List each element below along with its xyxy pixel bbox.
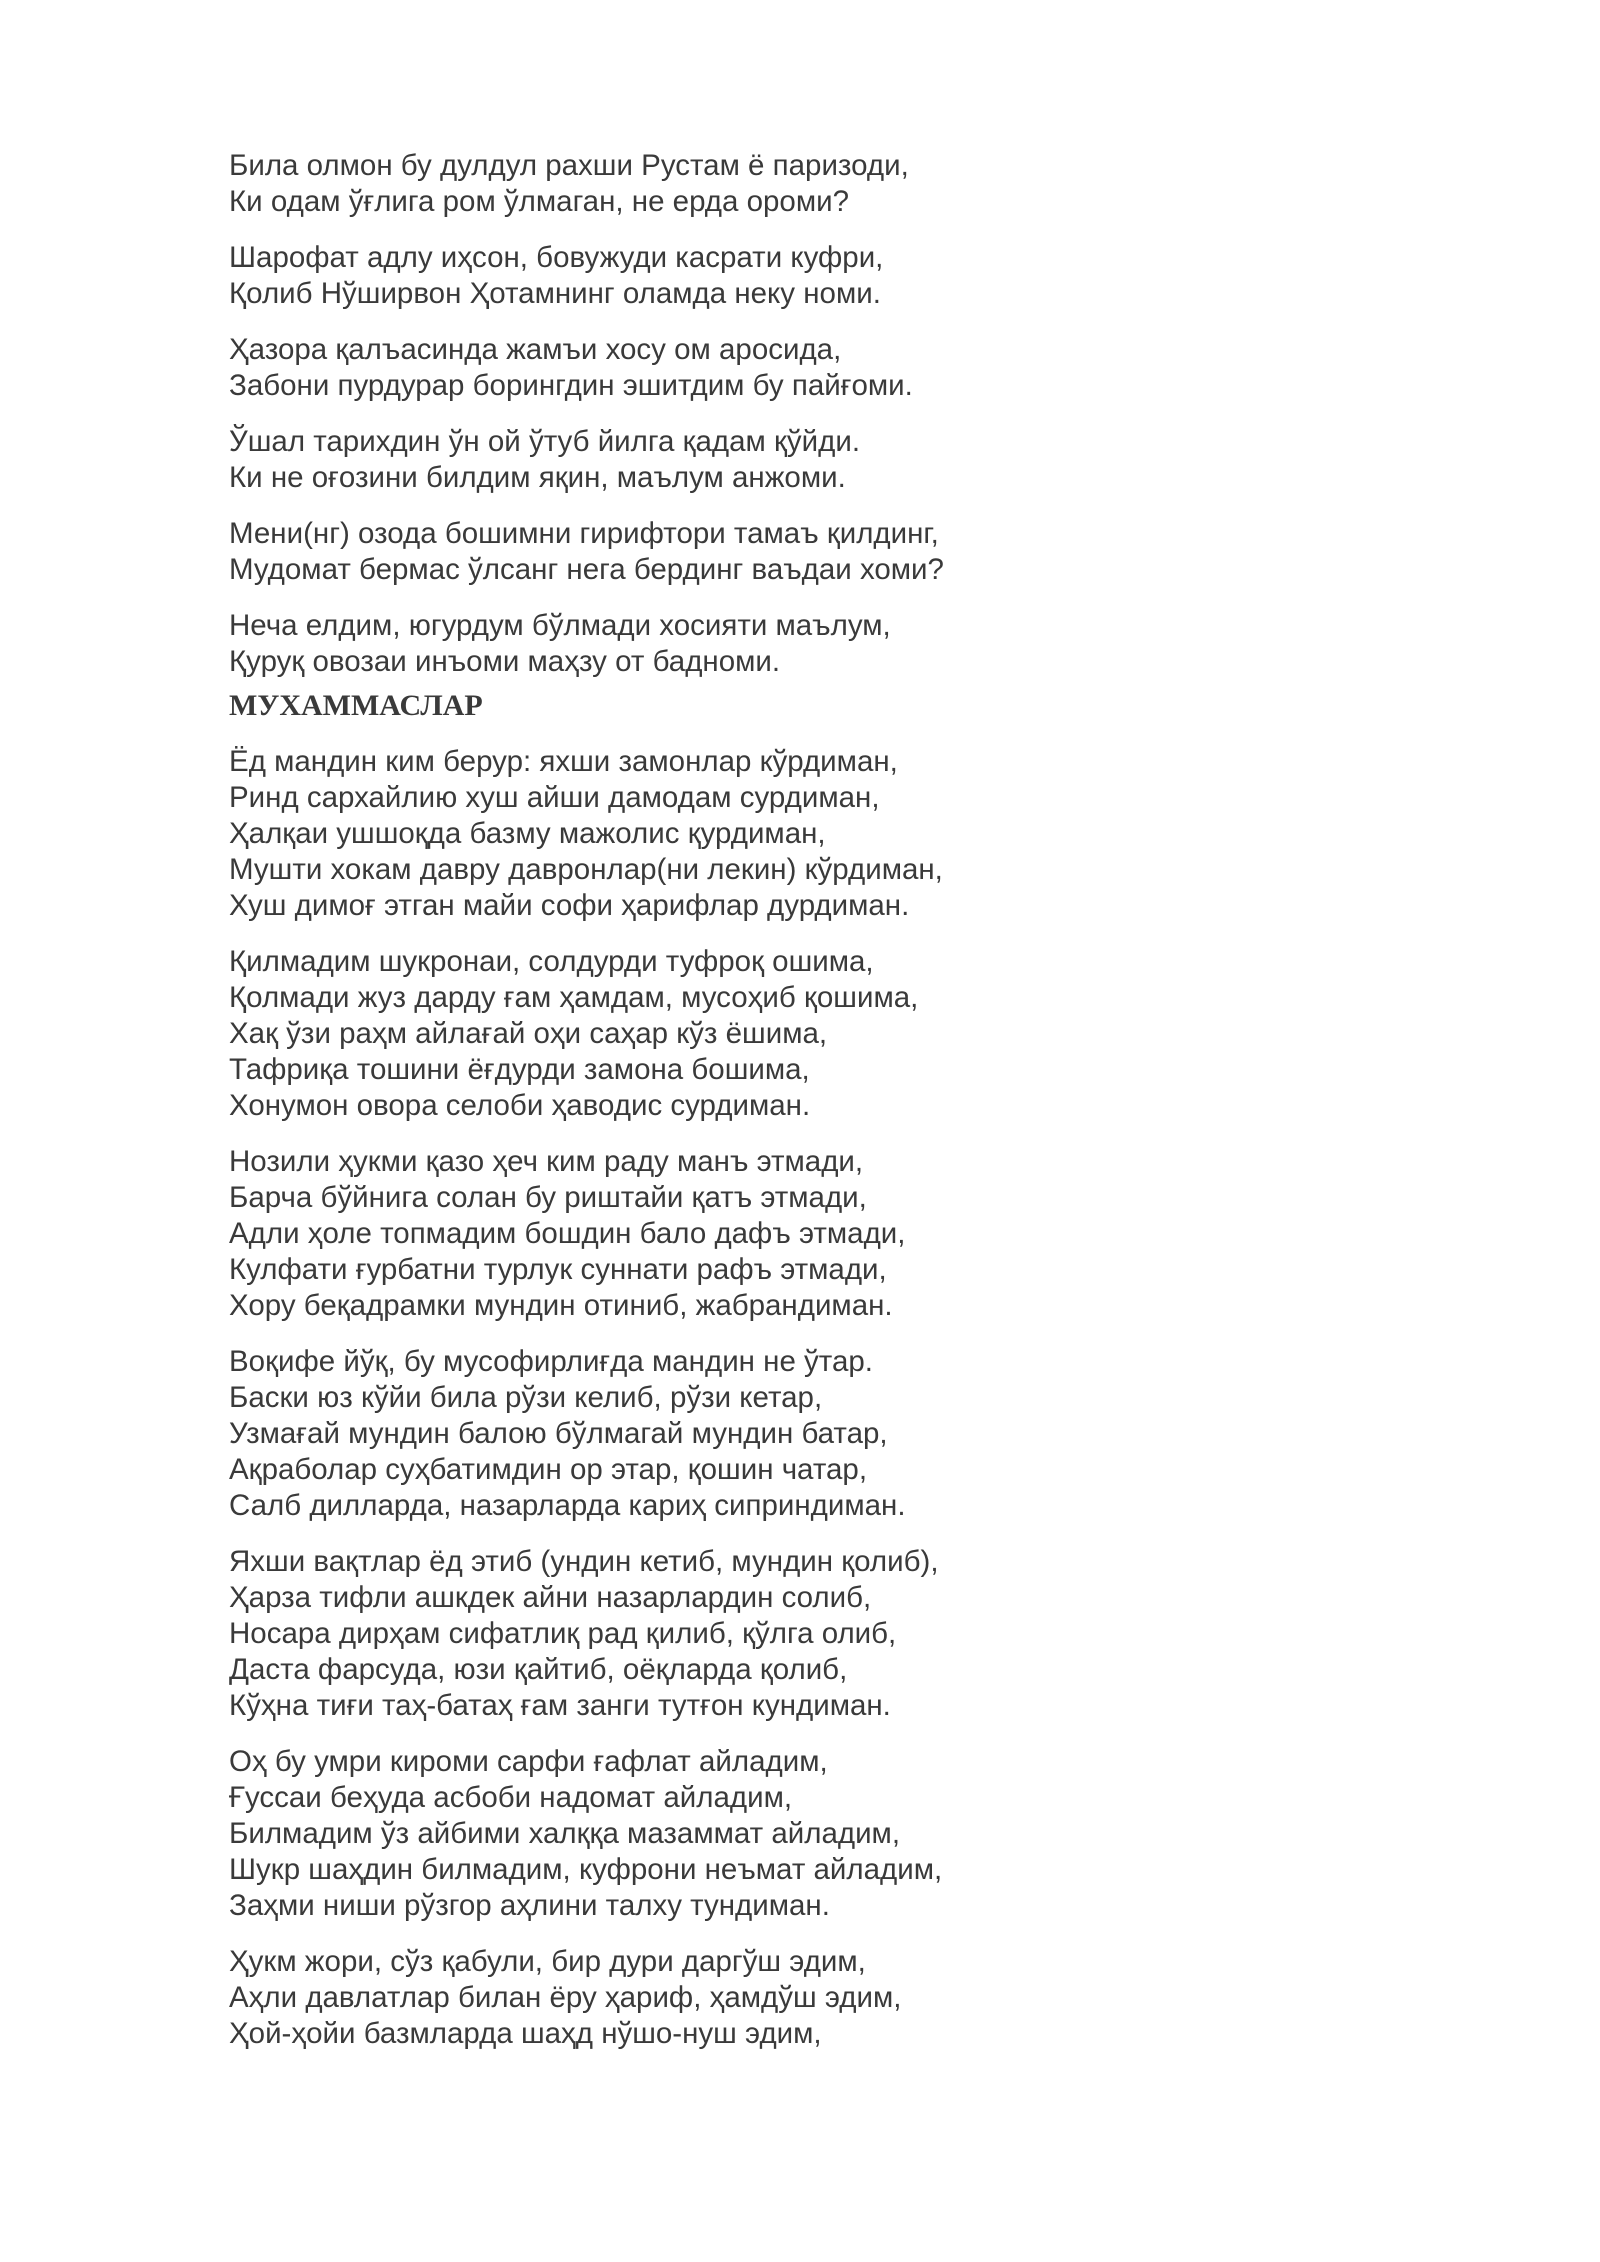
verse-line: Ўшал тарихдин ўн ой ўтуб йилга қадам қўйди.	[229, 425, 861, 458]
stanza	[229, 240, 1429, 312]
verse-line: Салб дилларда, назарларда кариҳ сиприндиман.	[229, 1489, 906, 1522]
verse-line: Хонумон овора селоби ҳаводис сурдиман.	[229, 1089, 811, 1122]
stanza	[229, 608, 1429, 680]
document-page	[229, 148, 1429, 2072]
verse-line: Неча елдим, югурдум бўлмади хосияти маълум,	[229, 609, 891, 642]
verse-line: Даста фарсуда, юзи қайтиб, оёқларда қолиб,	[229, 1653, 848, 1686]
verse-line: Ҳой-ҳойи базмларда шаҳд нўшо-нуш эдим,	[229, 2017, 822, 2050]
verse-line: Ғуссаи беҳуда асбоби надомат айладим,	[229, 1781, 793, 1814]
verse-line: Шарофат адлу иҳсон, бовужуди касрати куфри,	[229, 241, 884, 274]
stanza	[229, 744, 1429, 924]
section-heading: МУХАММАСЛАР	[229, 689, 483, 722]
verse-line: Қуруқ овозаи инъоми маҳзу от бадноми.	[229, 645, 781, 678]
stanza	[229, 516, 1429, 588]
verse-line: Мудомат бермас ўлсанг нега бердинг ваъдаи хоми?	[229, 553, 944, 586]
verse-line: Ҳарза тифли ашкдек айни назарлардин солиб,	[229, 1581, 872, 1614]
verse-line: Ҳазора қалъасинда жамъи хосу ом аросида,	[229, 333, 842, 366]
poem-section-ghazal	[229, 148, 1429, 680]
verse-line: Шукр шаҳдин билмадим, куфрони неъмат айладим,	[229, 1853, 943, 1886]
verse-line: Забони пурдурар борингдин эшитдим бу пайғоми.	[229, 369, 913, 402]
verse-line: Ёд мандин ким берур: яхши замонлар кўрдиман,	[229, 745, 898, 778]
stanza	[229, 332, 1429, 404]
verse-line: Оҳ бу умри кироми сарфи ғафлат айладим,	[229, 1745, 828, 1778]
verse-line: Заҳми ниши рўзгор аҳлини талху тундиман.	[229, 1889, 830, 1922]
verse-line: Қилмадим шукронаи, солдурди туфроқ ошима,	[229, 945, 874, 978]
stanza	[229, 1944, 1429, 2052]
verse-line: Қолиб Нўширвон Ҳотамнинг оламда неку номи.	[229, 277, 881, 310]
verse-line: Ринд сархайлию хуш айши дамодам сурдиман,	[229, 781, 880, 814]
verse-line: Баски юз кўйи била рўзи келиб, рўзи кетар,	[229, 1381, 823, 1414]
verse-line: Аҳли давлатлар билан ёру ҳариф, ҳамдўш эдим,	[229, 1981, 902, 2014]
verse-line: Ақраболар суҳбатимдин ор этар, қошин чатар,	[229, 1453, 868, 1486]
verse-line: Ҳалқаи ушшоқда базму мажолис қурдиман,	[229, 817, 826, 850]
verse-line: Хуш димоғ этган майи софи ҳарифлар дурдиман.	[229, 889, 910, 922]
stanza	[229, 1744, 1429, 1924]
verse-line: Барча бўйнига солан бу риштайи қатъ этмади,	[229, 1181, 867, 1214]
verse-line: Узмағай мундин балою бўлмагай мундин батар,	[229, 1417, 888, 1450]
verse-line: Кўҳна тиғи таҳ-батаҳ ғам занги тутғон кундиман.	[229, 1689, 891, 1722]
verse-line: Ки одам ўғлига ром ўлмаган, не ерда ороми?	[229, 185, 850, 218]
verse-line: Тафриқа тошини ёғдурди замона бошима,	[229, 1053, 810, 1086]
verse-line: Хору беқадрамки мундин отиниб, жабрандиман.	[229, 1289, 893, 1322]
stanza	[229, 1144, 1429, 1324]
verse-line: Билмадим ўз айбими халққа мазаммат айладим,	[229, 1817, 901, 1850]
verse-line: Мушти хокам давру давронлар(ни лекин) кўрдиман,	[229, 853, 943, 886]
verse-line: Ки не оғозини билдим яқин, маълум анжоми.	[229, 461, 846, 494]
verse-line: Кулфати ғурбатни турлук суннати рафъ этмади,	[229, 1253, 887, 1286]
verse-line: Ҳукм жори, сўз қабули, бир дури даргўш эдим,	[229, 1945, 866, 1978]
verse-line: Била олмон бу дулдул рахши Рустам ё паризоди,	[229, 149, 909, 182]
stanza	[229, 1344, 1429, 1524]
stanza	[229, 424, 1429, 496]
verse-line: Мени(нг) озода бошимни гирифтори тамаъ қилдинг,	[229, 517, 939, 550]
stanza	[229, 1544, 1429, 1724]
verse-line: Хақ ўзи раҳм айлағай оҳи саҳар кўз ёшима,	[229, 1017, 828, 1050]
verse-line: Воқифе йўқ, бу мусофирлиғда мандин не ўтар.	[229, 1345, 873, 1378]
verse-line: Яхши вақтлар ёд этиб (ундин кетиб, мундин қолиб),	[229, 1545, 939, 1578]
verse-line: Адли ҳоле топмадим бошдин бало дафъ этмади,	[229, 1217, 906, 1250]
verse-line: Нозили ҳукми қазо ҳеч ким раду манъ этмади,	[229, 1145, 864, 1178]
stanza	[229, 944, 1429, 1124]
verse-line: Қолмади жуз дарду ғам ҳамдам, мусоҳиб қошима,	[229, 981, 919, 1014]
stanza	[229, 148, 1429, 220]
poem-section-mukhammas	[229, 744, 1429, 2052]
verse-line: Носара дирҳам сифатлиқ рад қилиб, қўлга олиб,	[229, 1617, 897, 1650]
